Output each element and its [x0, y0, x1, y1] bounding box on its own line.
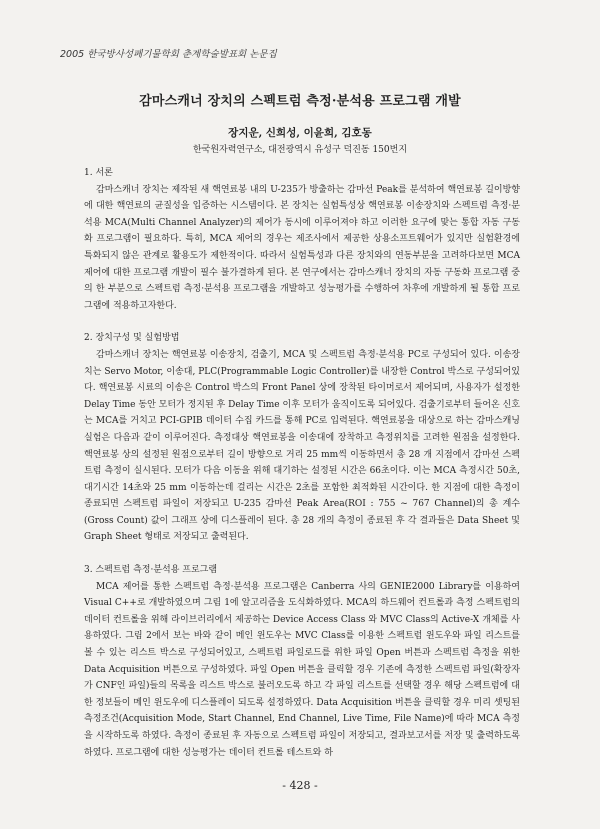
- affiliation: 한국원자력연구소, 대전광역시 유성구 덕진동 150번지: [192, 145, 408, 155]
- paper-body: [84, 165, 520, 761]
- section-text-introduction: 감마스캐너 장치는 제작된 새 핵연료봉 내의 U-235가 방출하는 감마선 Peak를 분석하여 핵연료봉 길이방향에 대한 핵연료의 균질성을 입증하는 시스템이다. 본 장치는 실험특성상 핵연료봉 이송장치와 스펙트럼 측정·분석용 MCA(Multi Channel Analyzer)의 제어가 동시에 이루어져야 하고 이러한 요구에 맞는 통합 자동 구동화 프로그램이 필요하다. 특히, MCA 제어의 경우는 제조사에서 제공한 상용소프트웨어가 있지만 실험환경에 특화되지 않은 관계로 활용도가 제한적이다. 따라서 실험특성과 다른 장치와의 연동부분을 고려하다보면 MCA 제어에 대한 프로그램 개발이 필수 불가결하게 된다. 본 연구에서는 감마스캐너 장치의 자동 구동화 프로그램 중의 한 부분으로 스펙트럼 측정·분석용 프로그램을 개발하고 성능평가를 수행하여 차후에 개발하게 될 통합 프로그램에 적용하고자한다.: [84, 184, 520, 311]
- section-text-program: MCA 제어를 통한 스펙트럼 측정·분석용 프로그램은 Canberra 사의 GENIE2000 Library를 이용하여 Visual C++로 개발하였으며 그림 1에 알고리즘을 도식화하였다. MCA의 하드웨어 컨트롤과 측정 스펙트럼의 데이터 컨트롤을 위해 라이브러리에서 제공하는 Device Access Class 와 MVC Class의 Active-X 개체를 사용하였다. 그림 2에서 보는 바와 같이 메인 윈도우는 MVC Class를 이용한 스펙트럼 윈도우와 파일 리스트를 볼 수 있는 리스트 박스로 구성되어있고, 스펙트럼 파일로드를 위한 파일 Open 버튼과 스펙트럼 측정을 위한 Data Acquisition 버튼으로 구성하였다. 파일 Open 버튼을 클릭할 경우 기존에 측정한 스펙트럼 파일(확장자가 CNF인 파일)들의 목록을 리스트 박스로 불러오도록 하고 각 파일 리스트를 선택할 경우 해당 스펙트럼에 대한 정보들이 메인 윈도우에 디스플레이 되도록 설정하였다. Data Acquisition 버튼을 클릭할 경우 미리 셋팅된 측정조건(Acquisition Mode, Start Channel, End Channel, Live Time, File Name)에 따라 MCA 측정을 시작하도록 하였다. 측정이 종료된 후 자동으로 스펙트럼 파일이 저장되고, 결과보고서를 저장 및 출력하도록 하였다. 프로그램에 대한 성능평가는 데이터 컨트롤 테스트와 하: [84, 581, 520, 758]
- author-list: 장지운, 신희성, 이윤희, 김호동: [228, 127, 372, 139]
- page-number: - 428 -: [282, 779, 318, 792]
- section-text-setup: 감마스캐너 장치는 핵연료봉 이송장치, 검출기, MCA 및 스펙트럼 측정·분석용 PC로 구성되어 있다. 이송장치는 Servo Motor, 이송대, PLC(Programmable Logic Controller)를 내장한 Control 박스로 구성되어있다. 핵연료봉 시료의 이송은 Control 박스의 Front Panel 상에 장착된 타이머로서 제어되며, 사용자가 설정한 Delay Time 동안 모터가 정지된 후 Delay Time 이후 모터가 움직이도록 되어있다. 검출기로부터 들어온 신호는 MCA를 거치고 PCI-GPIB 데이터 수집 카드를 통해 PC로 입력된다. 핵연료봉을 대상으로 하는 감마스캐닝 실험은 다음과 같이 이루어진다. 측정대상 핵연료봉을 이송대에 장착하고 측정위치를 고려한 원점을 설정한다. 핵연료봉 상의 설정된 원점으로부터 길이 방향으로 거리 25 mm씩 이동하면서 총 28 개 지점에서 감마선 스펙트럼 측정이 실시된다. 모터가 다음 이동을 위해 대기하는 설정된 시간은 66초이다. 이는 MCA 측정시간 50초, 대기시간 14초와 25 mm 이동하는데 걸리는 시간은 2초를 포함한 최적화된 시간이다. 한 지점에 대한 측정이 종료되면 스펙트럼 파일이 저장되고 U-235 감마선 Peak Area(ROI : 755 ~ 767 Channel)의 총 계수(Gross Count) 값이 그래프 상에 디스플레이 된다. 총 28 개의 측정이 종료된 후 각 결과들은 Data Sheet 및 Graph Sheet 형태로 저장되고 출력된다.: [84, 349, 520, 543]
- paper-title: 감마스캐너 장치의 스펙트럼 측정·분석용 프로그램 개발: [139, 94, 461, 109]
- running-header: 2005 한국방사성폐기물학회 춘계학술발표회 논문집: [60, 49, 277, 60]
- section-heading-program: 3. 스펙트럼 측정·분석용 프로그램: [84, 565, 218, 576]
- section-heading-introduction: 1. 서론: [84, 168, 113, 178]
- section-heading-setup: 2. 장치구성 및 실험방법: [84, 333, 180, 344]
